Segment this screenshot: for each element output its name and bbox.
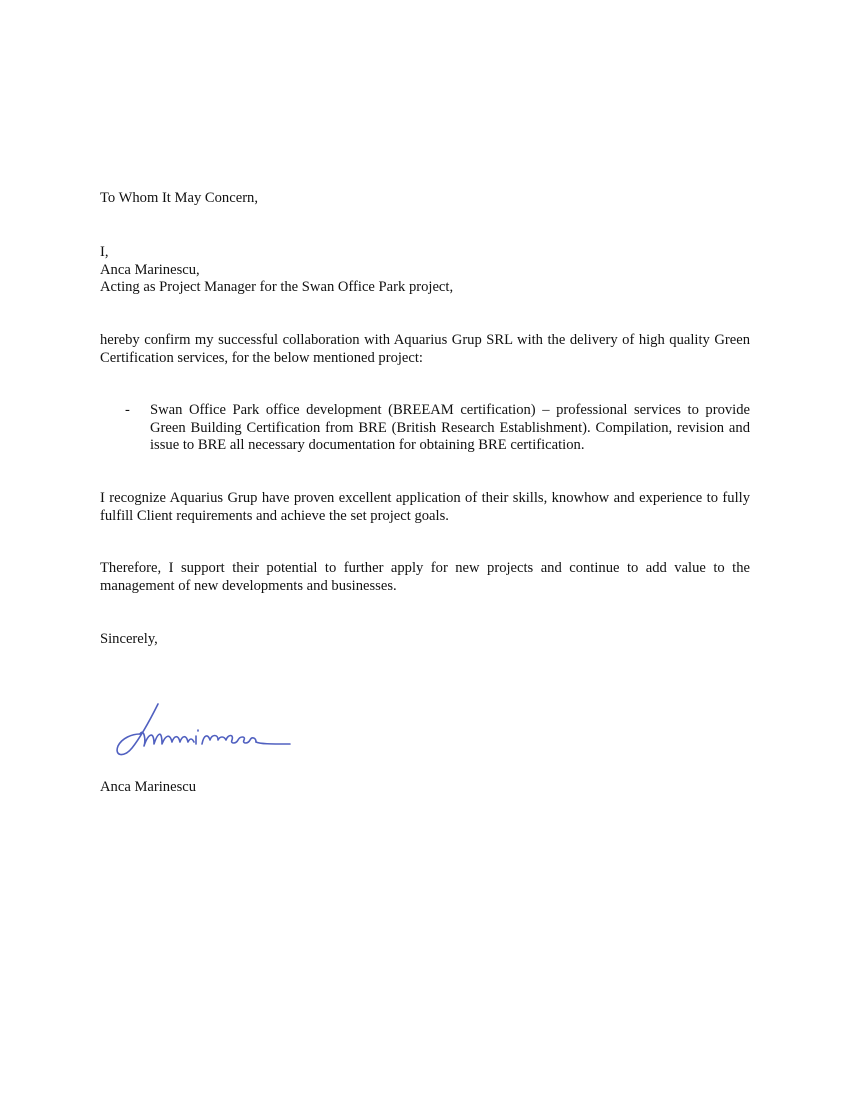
signature-stroke xyxy=(202,736,256,745)
salutation: To Whom It May Concern, xyxy=(100,190,258,206)
recognition-paragraph: I recognize Aquarius Grup have proven excellent application of their skills, knowhow and experience to fully fulfill Client requirements and achieve the set project goals. xyxy=(100,490,750,524)
support-paragraph: Therefore, I support their potential to further apply for new projects and continue to add value to the management of new developments and businesses. xyxy=(100,560,750,594)
handwritten-signature xyxy=(110,700,295,760)
intro-line-3: Acting as Project Manager for the Swan Office Park project, xyxy=(100,279,454,295)
signature-stroke xyxy=(256,742,290,744)
intro-line-2: Anca Marinescu, xyxy=(100,262,200,278)
confirmation-paragraph: hereby confirm my successful collaboration with Aquarius Grup SRL with the delivery of high quality Green Certification services, for the below mentioned project: xyxy=(100,332,750,366)
signature-stroke xyxy=(140,732,194,746)
signature-stroke xyxy=(117,704,158,755)
project-list-item: Swan Office Park office development (BREEAM certification) – professional services to provide Green Building Certification from BRE (British Research Establishment). Compilation, revision and issue to BRE all necessary documentation for obtaining BRE certification. xyxy=(150,402,750,453)
intro-line-1: I, xyxy=(100,244,109,260)
closing: Sincerely, xyxy=(100,631,158,647)
bullet-marker: - xyxy=(125,402,130,418)
signatory-name: Anca Marinescu xyxy=(100,779,197,795)
signature-stroke xyxy=(196,730,198,744)
